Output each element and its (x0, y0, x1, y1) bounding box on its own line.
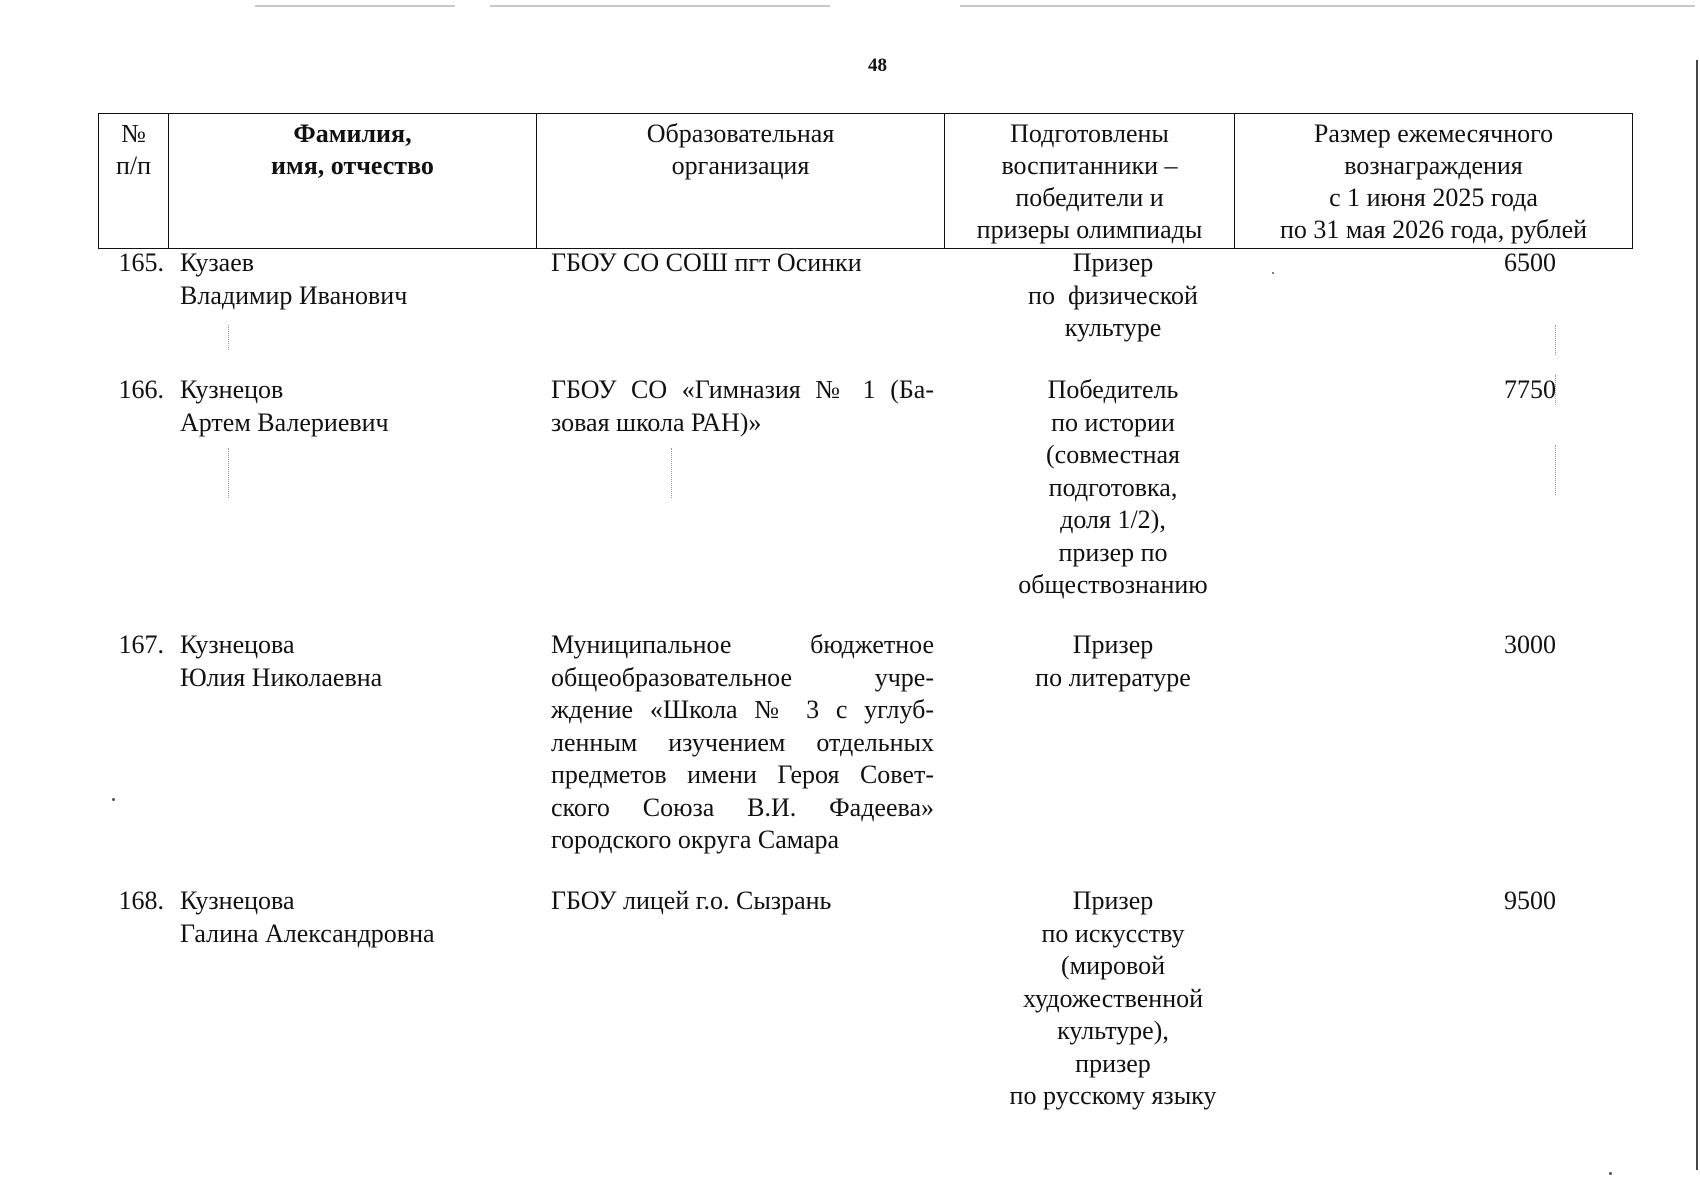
header-line: п/п (115, 151, 152, 180)
name-line: Кузаев (180, 248, 255, 277)
org-line: ГБОУ СО «Гимназия № 1 (Ба- (551, 375, 934, 404)
row-number: 167. (118, 630, 164, 659)
row-organization (551, 374, 934, 439)
header-line: Фамилия, (293, 119, 412, 148)
achievement-line: призер по (1058, 537, 1168, 567)
page-number: 48 (868, 55, 887, 76)
achievement-line: Призер (1072, 248, 1154, 277)
achievement-line: по физической (1028, 280, 1198, 310)
header-line: призеры олимпиады (976, 215, 1203, 244)
row-full-name (180, 374, 540, 439)
header-line: вознаграждения (1344, 151, 1523, 180)
header-line: организация (671, 151, 810, 180)
org-line: общеобразовательное учре- (551, 662, 934, 692)
scan-artifact-dots (1555, 445, 1557, 495)
header-line: Размер ежемесячного (1313, 119, 1554, 148)
achievement-line: обществознанию (1018, 570, 1208, 599)
header-achievement (945, 114, 1235, 249)
row-full-name (180, 247, 540, 312)
name-line: Артем Валериевич (180, 407, 389, 437)
name-line: Галина Александровна (180, 918, 435, 948)
row-number: 168. (118, 886, 164, 915)
org-line: ГБОУ лицей г.о. Сызрань (551, 886, 832, 915)
header-line: имя, отчество (271, 151, 434, 180)
org-line: Муниципальное бюджетное (551, 630, 934, 659)
row-organization (551, 247, 934, 280)
header-line: с 1 июня 2025 года (1329, 183, 1538, 212)
scan-speck (1609, 1172, 1612, 1175)
achievement-line: по русскому языку (1009, 1081, 1217, 1110)
name-line: Кузнецова (180, 886, 295, 915)
row-organization (551, 629, 934, 857)
name-line: Кузнецова (180, 630, 295, 659)
achievement-line: культуре), (1057, 1016, 1169, 1045)
header-line: Подготовлены (1010, 119, 1169, 148)
row-achievement (966, 885, 1260, 1113)
row-amount: 7750 (1504, 375, 1556, 404)
org-line: ГБОУ СО СОШ пгт Осинки (551, 248, 862, 277)
scan-artifact-dots (1555, 325, 1557, 355)
name-line: Кузнецов (180, 375, 284, 404)
org-line: городского округа Самара (551, 825, 840, 854)
achievement-line: по истории (1051, 407, 1175, 437)
org-line: ленным изучением отдельных (551, 727, 934, 757)
org-line: зовая школа РАН)» (551, 407, 762, 437)
table-header (98, 113, 1633, 249)
achievement-line: Призер (1072, 630, 1154, 659)
scan-artifact-dots (1555, 375, 1557, 405)
row-organization (551, 885, 934, 918)
header-line: воспитанники – (1001, 151, 1178, 180)
header-full-name (169, 114, 537, 249)
name-line: Юлия Николаевна (180, 662, 383, 692)
header-line: победители и (1015, 183, 1164, 212)
row-amount: 6500 (1504, 248, 1556, 277)
row-number: 166. (118, 375, 164, 404)
org-line: ждение «Школа № 3 с углуб- (551, 695, 934, 724)
scan-speck (112, 798, 115, 801)
header-number (99, 114, 169, 249)
achievement-line: по литературе (1035, 662, 1191, 692)
row-achievement (966, 629, 1260, 694)
achievement-line: подготовка, (1048, 472, 1178, 502)
row-amount: 3000 (1504, 630, 1556, 659)
scan-artifact-line (490, 5, 830, 7)
org-line: предметов имени Героя Совет- (551, 760, 934, 789)
row-full-name (180, 885, 540, 950)
scan-artifact-line (960, 5, 1695, 7)
row-full-name (180, 629, 540, 694)
achievement-line: (мировой (1060, 951, 1166, 980)
header-line: № (121, 119, 146, 148)
achievement-line: призер (1075, 1048, 1151, 1078)
scan-artifact-dots (671, 448, 673, 498)
name-line: Владимир Иванович (180, 280, 408, 310)
page-edge-line (1696, 60, 1698, 1170)
achievement-line: художественной (1022, 983, 1204, 1013)
header-line: по 31 мая 2026 года, рублей (1279, 215, 1588, 244)
achievement-line: Призер (1072, 886, 1154, 915)
scan-artifact-line (255, 5, 455, 7)
achievement-line: культуре (1064, 313, 1162, 342)
scan-artifact-dots (228, 448, 230, 498)
achievement-line: доля 1/2), (1060, 505, 1166, 534)
row-achievement (966, 374, 1260, 602)
header-organization (537, 114, 945, 249)
scan-speck (1272, 272, 1274, 274)
row-amount: 9500 (1504, 886, 1556, 915)
achievement-line: по искусству (1041, 918, 1185, 948)
org-line: ского Союза В.И. Фадеева» (551, 792, 934, 822)
header-amount (1235, 114, 1633, 249)
scan-artifact-dots (228, 325, 230, 350)
header-line: Образовательная (646, 119, 835, 148)
row-achievement (966, 247, 1260, 345)
row-number: 165. (118, 248, 164, 277)
achievement-line: (совместная (1046, 440, 1180, 469)
achievement-line: Победитель (1047, 375, 1179, 404)
